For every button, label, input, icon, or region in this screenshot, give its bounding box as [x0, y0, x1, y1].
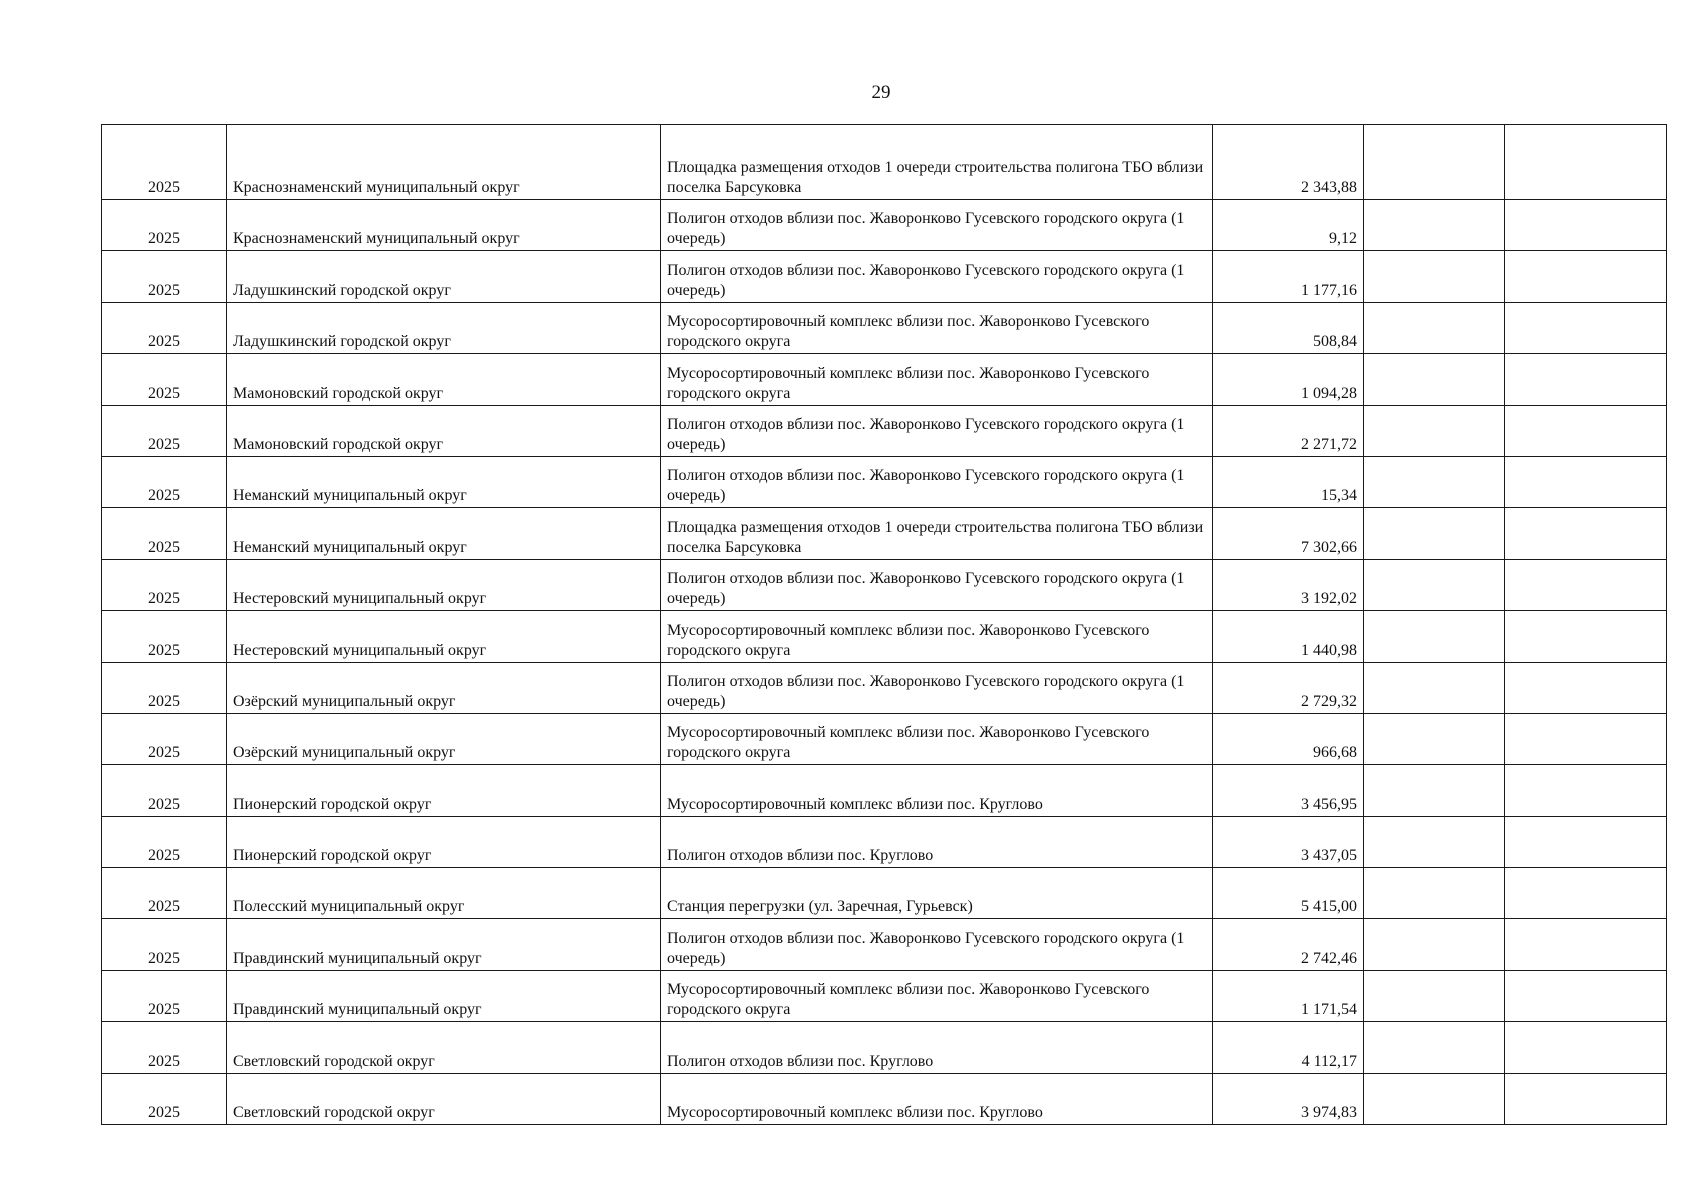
value-cell — [1213, 970, 1364, 1021]
empty-cell — [1364, 508, 1505, 559]
object-cell — [661, 456, 1213, 507]
year-text: 2025 — [148, 1104, 180, 1122]
value-text: 15,34 — [1321, 487, 1357, 505]
empty-cell — [1505, 765, 1667, 816]
table-row — [102, 970, 1667, 1021]
value-text: 1 171,54 — [1301, 1001, 1357, 1019]
empty-cell — [1505, 970, 1667, 1021]
table-row — [102, 765, 1667, 816]
year-text: 2025 — [148, 179, 180, 196]
year-cell — [102, 662, 227, 713]
object-text: Полигон отходов вблизи пос. Жаворонково Гусевского городского округа (1 очередь) — [667, 929, 1185, 967]
value-text: 1 094,28 — [1301, 384, 1357, 402]
year-text: 2025 — [148, 538, 180, 556]
empty-cell — [1364, 405, 1505, 456]
district-text: Краснознаменский муниципальный округ — [233, 179, 520, 196]
object-cell — [661, 919, 1213, 970]
year-cell — [102, 970, 227, 1021]
object-cell — [661, 868, 1213, 919]
value-text: 966,68 — [1313, 744, 1357, 762]
object-cell — [661, 508, 1213, 559]
year-cell — [102, 405, 227, 456]
object-cell — [661, 713, 1213, 764]
district-cell — [227, 1073, 661, 1124]
table-row — [102, 919, 1667, 970]
value-text: 7 302,66 — [1301, 538, 1357, 556]
district-cell — [227, 200, 661, 251]
district-text: Мамоновский городской округ — [233, 435, 444, 453]
district-text: Правдинский муниципальный округ — [233, 1001, 482, 1019]
empty-cell — [1364, 868, 1505, 919]
table-row — [102, 354, 1667, 405]
year-text: 2025 — [148, 230, 180, 248]
object-cell — [661, 251, 1213, 302]
object-cell — [661, 200, 1213, 251]
value-cell — [1213, 405, 1364, 456]
value-cell — [1213, 1073, 1364, 1124]
district-cell — [227, 125, 661, 200]
district-cell — [227, 405, 661, 456]
object-text: Мусоросортировочный комплекс вблизи пос. Жаворонково Гусевского городского округа — [667, 621, 1150, 659]
object-cell — [661, 765, 1213, 816]
year-text: 2025 — [148, 435, 180, 453]
table-row — [102, 200, 1667, 251]
year-text: 2025 — [148, 744, 180, 762]
empty-cell — [1505, 508, 1667, 559]
district-cell — [227, 559, 661, 610]
value-cell — [1213, 456, 1364, 507]
object-cell — [661, 1022, 1213, 1073]
district-text: Озёрский муниципальный округ — [233, 744, 456, 762]
object-text: Полигон отходов вблизи пос. Жаворонково Гусевского городского округа (1 очередь) — [667, 570, 1185, 608]
year-text: 2025 — [148, 1001, 180, 1019]
table-row — [102, 662, 1667, 713]
value-text: 9,12 — [1329, 230, 1357, 248]
value-cell — [1213, 662, 1364, 713]
object-cell — [661, 302, 1213, 353]
value-text: 2 343,88 — [1301, 179, 1357, 196]
object-cell — [661, 1073, 1213, 1124]
value-text: 3 974,83 — [1301, 1104, 1357, 1122]
empty-cell — [1364, 1073, 1505, 1124]
year-cell — [102, 508, 227, 559]
value-cell — [1213, 919, 1364, 970]
table-row — [102, 405, 1667, 456]
table-row — [102, 251, 1667, 302]
empty-cell — [1505, 816, 1667, 867]
value-cell — [1213, 868, 1364, 919]
district-cell — [227, 970, 661, 1021]
year-text: 2025 — [148, 333, 180, 351]
year-cell — [102, 456, 227, 507]
object-cell — [661, 611, 1213, 662]
table-row — [102, 816, 1667, 867]
empty-cell — [1364, 919, 1505, 970]
empty-cell — [1364, 970, 1505, 1021]
table-row — [102, 456, 1667, 507]
year-text: 2025 — [148, 1052, 180, 1070]
value-cell — [1213, 251, 1364, 302]
table-row — [102, 508, 1667, 559]
year-cell — [102, 765, 227, 816]
value-cell — [1213, 354, 1364, 405]
value-text: 5 415,00 — [1301, 898, 1357, 916]
object-text: Мусоросортировочный комплекс вблизи пос. Жаворонково Гусевского городского округа — [667, 981, 1150, 1019]
value-cell — [1213, 765, 1364, 816]
empty-cell — [1505, 251, 1667, 302]
object-cell — [661, 405, 1213, 456]
district-cell — [227, 919, 661, 970]
year-cell — [102, 1073, 227, 1124]
empty-cell — [1505, 713, 1667, 764]
value-cell — [1213, 302, 1364, 353]
table-row — [102, 559, 1667, 610]
object-text: Полигон отходов вблизи пос. Жаворонково Гусевского городского округа (1 очередь) — [667, 210, 1185, 248]
empty-cell — [1505, 200, 1667, 251]
empty-cell — [1364, 354, 1505, 405]
district-text: Пионерский городской округ — [233, 795, 432, 813]
object-text: Полигон отходов вблизи пос. Круглово — [667, 1052, 934, 1070]
value-text: 1 440,98 — [1301, 641, 1357, 659]
year-cell — [102, 354, 227, 405]
table-row — [102, 302, 1667, 353]
year-text: 2025 — [148, 795, 180, 813]
district-cell — [227, 611, 661, 662]
object-cell — [661, 816, 1213, 867]
empty-cell — [1505, 559, 1667, 610]
empty-cell — [1505, 868, 1667, 919]
year-cell — [102, 251, 227, 302]
district-cell — [227, 868, 661, 919]
table-row — [102, 1022, 1667, 1073]
district-cell — [227, 456, 661, 507]
year-text: 2025 — [148, 590, 180, 608]
value-text: 3 456,95 — [1301, 795, 1357, 813]
empty-cell — [1364, 302, 1505, 353]
object-text: Мусоросортировочный комплекс вблизи пос. Жаворонково Гусевского городского округа — [667, 364, 1150, 402]
value-cell — [1213, 559, 1364, 610]
value-cell — [1213, 125, 1364, 200]
empty-cell — [1505, 1073, 1667, 1124]
district-cell — [227, 251, 661, 302]
page-number: 29 — [871, 82, 891, 103]
object-cell — [661, 354, 1213, 405]
empty-cell — [1505, 919, 1667, 970]
object-text: Полигон отходов вблизи пос. Жаворонково Гусевского городского округа (1 очередь) — [667, 415, 1185, 453]
object-cell — [661, 559, 1213, 610]
year-cell — [102, 919, 227, 970]
object-text: Площадка размещения отходов 1 очереди строительства полигона ТБО вблизи поселка Барсуковка — [667, 518, 1204, 556]
district-text: Озёрский муниципальный округ — [233, 692, 456, 710]
value-cell — [1213, 200, 1364, 251]
district-text: Ладушкинский городской округ — [233, 281, 451, 299]
object-cell — [661, 125, 1213, 200]
value-text: 2 271,72 — [1301, 435, 1357, 453]
year-cell — [102, 302, 227, 353]
year-cell — [102, 611, 227, 662]
district-text: Мамоновский городской округ — [233, 384, 444, 402]
empty-cell — [1505, 1022, 1667, 1073]
value-cell — [1213, 816, 1364, 867]
value-text: 3 437,05 — [1301, 847, 1357, 865]
waste-volume-table — [101, 124, 1667, 1125]
empty-cell — [1364, 765, 1505, 816]
empty-cell — [1505, 611, 1667, 662]
value-text: 3 192,02 — [1301, 590, 1357, 608]
district-cell — [227, 302, 661, 353]
empty-cell — [1364, 200, 1505, 251]
object-text: Полигон отходов вблизи пос. Жаворонково Гусевского городского округа (1 очередь) — [667, 261, 1185, 299]
year-text: 2025 — [148, 281, 180, 299]
district-cell — [227, 508, 661, 559]
table-body — [102, 125, 1667, 1125]
value-text: 508,84 — [1313, 333, 1357, 351]
empty-cell — [1364, 456, 1505, 507]
district-cell — [227, 816, 661, 867]
table-row — [102, 1073, 1667, 1124]
object-text: Мусоросортировочный комплекс вблизи пос. Круглово — [667, 1104, 1043, 1122]
district-text: Пионерский городской округ — [233, 847, 432, 865]
district-cell — [227, 713, 661, 764]
year-cell — [102, 125, 227, 200]
value-text: 1 177,16 — [1301, 281, 1357, 299]
empty-cell — [1364, 559, 1505, 610]
district-text: Полесский муниципальный округ — [233, 898, 465, 916]
district-cell — [227, 1022, 661, 1073]
table-row — [102, 868, 1667, 919]
year-text: 2025 — [148, 641, 180, 659]
empty-cell — [1364, 1022, 1505, 1073]
district-text: Неманский муниципальный округ — [233, 487, 467, 505]
district-text: Краснознаменский муниципальный округ — [233, 230, 520, 248]
table-row — [102, 125, 1667, 200]
object-text: Станция перегрузки (ул. Заречная, Гурьевск) — [667, 898, 973, 916]
object-text: Мусоросортировочный комплекс вблизи пос. Жаворонково Гусевского городского округа — [667, 724, 1150, 762]
value-text: 2 729,32 — [1301, 692, 1357, 710]
empty-cell — [1364, 611, 1505, 662]
object-text: Полигон отходов вблизи пос. Жаворонково Гусевского городского округа (1 очередь) — [667, 467, 1185, 505]
district-text: Светловский городской округ — [233, 1104, 435, 1122]
object-text: Полигон отходов вблизи пос. Круглово — [667, 847, 934, 865]
district-text: Правдинский муниципальный округ — [233, 949, 482, 967]
year-text: 2025 — [148, 949, 180, 967]
year-cell — [102, 200, 227, 251]
empty-cell — [1505, 456, 1667, 507]
year-text: 2025 — [148, 384, 180, 402]
value-cell — [1213, 713, 1364, 764]
object-cell — [661, 662, 1213, 713]
empty-cell — [1364, 713, 1505, 764]
district-text: Нестеровский муниципальный округ — [233, 590, 487, 608]
year-text: 2025 — [148, 847, 180, 865]
year-text: 2025 — [148, 898, 180, 916]
object-text: Мусоросортировочный комплекс вблизи пос. Круглово — [667, 795, 1043, 813]
value-text: 4 112,17 — [1301, 1052, 1357, 1070]
object-text: Полигон отходов вблизи пос. Жаворонково Гусевского городского округа (1 очередь) — [667, 672, 1185, 710]
object-cell — [661, 970, 1213, 1021]
value-cell — [1213, 508, 1364, 559]
district-cell — [227, 765, 661, 816]
year-text: 2025 — [148, 487, 180, 505]
object-text: Мусоросортировочный комплекс вблизи пос. Жаворонково Гусевского городского округа — [667, 313, 1150, 351]
year-cell — [102, 868, 227, 919]
district-text: Неманский муниципальный округ — [233, 538, 467, 556]
object-text: Площадка размещения отходов 1 очереди строительства полигона ТБО вблизи поселка Барсуковка — [667, 159, 1204, 196]
empty-cell — [1505, 662, 1667, 713]
empty-cell — [1505, 405, 1667, 456]
empty-cell — [1364, 251, 1505, 302]
value-cell — [1213, 1022, 1364, 1073]
empty-cell — [1364, 125, 1505, 200]
district-cell — [227, 354, 661, 405]
table-row — [102, 713, 1667, 764]
year-cell — [102, 559, 227, 610]
year-text: 2025 — [148, 692, 180, 710]
table-row — [102, 611, 1667, 662]
value-cell — [1213, 611, 1364, 662]
empty-cell — [1505, 125, 1667, 200]
year-cell — [102, 816, 227, 867]
year-cell — [102, 713, 227, 764]
district-text: Ладушкинский городской округ — [233, 333, 451, 351]
district-cell — [227, 662, 661, 713]
district-text: Светловский городской округ — [233, 1052, 435, 1070]
empty-cell — [1505, 354, 1667, 405]
empty-cell — [1364, 662, 1505, 713]
empty-cell — [1364, 816, 1505, 867]
year-cell — [102, 1022, 227, 1073]
empty-cell — [1505, 302, 1667, 353]
value-text: 2 742,46 — [1301, 949, 1357, 967]
district-text: Нестеровский муниципальный округ — [233, 641, 487, 659]
